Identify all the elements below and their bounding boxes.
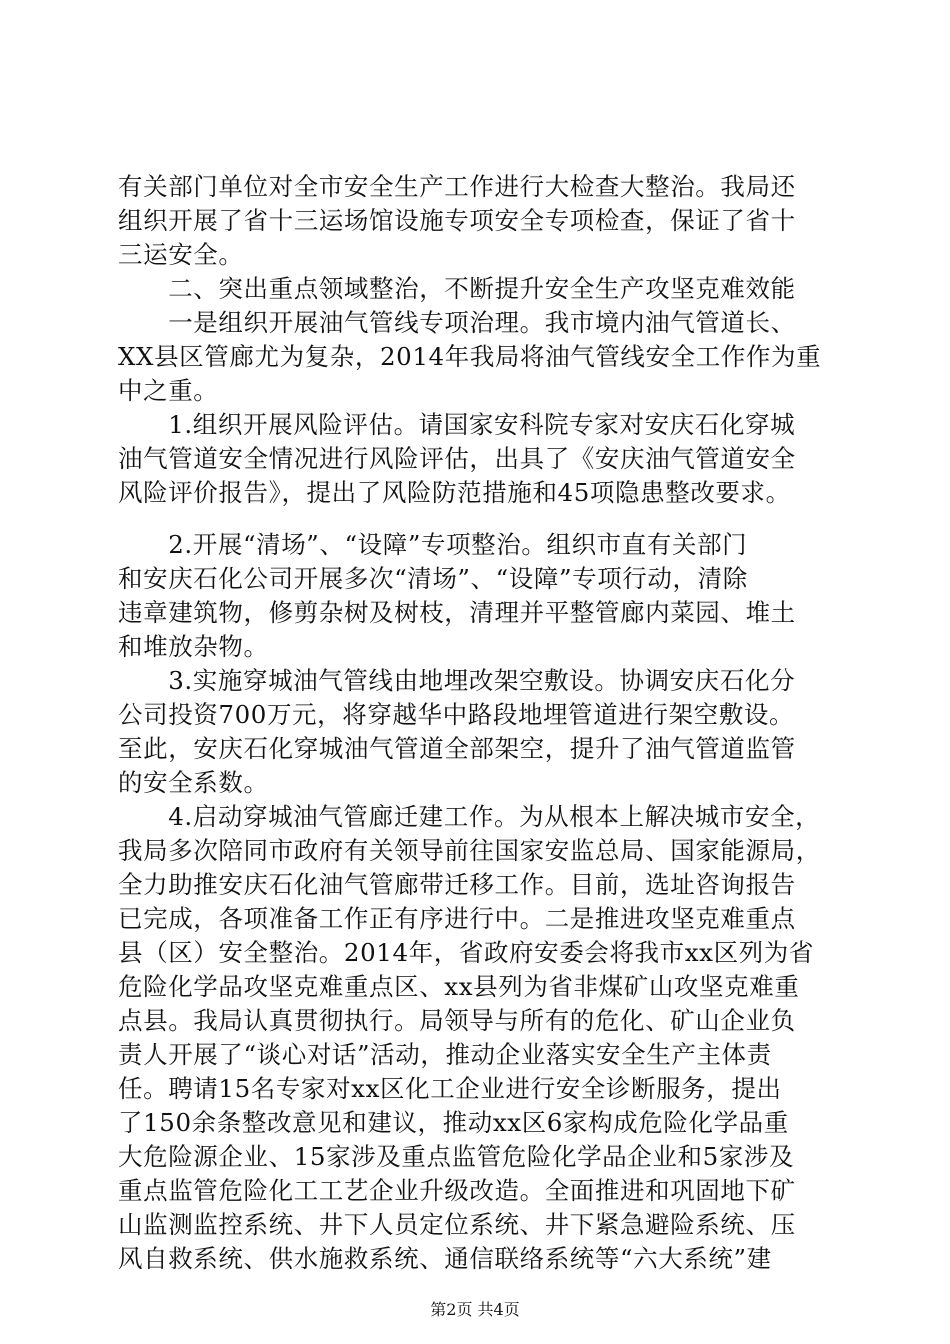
text-line: 危险化学品攻坚克难重点区、xx县列为省非煤矿山攻坚克难重 xyxy=(118,972,800,1001)
text-line: 点县。我局认真贯彻执行。局领导与所有的危化、矿山企业负 xyxy=(118,1006,796,1035)
text-line: 山监测监控系统、井下人员定位系统、井下紧急避险系统、压 xyxy=(118,1210,796,1239)
text-line: 4.启动穿城油气管廊迁建工作。为从根本上解决城市安全， xyxy=(118,802,821,831)
text-line: 三运安全。 xyxy=(118,240,244,269)
text-line: 3.实施穿城油气管线由地埋改架空敷设。协调安庆石化分 xyxy=(118,666,796,695)
text-line: 的安全系数。 xyxy=(118,768,269,797)
text-line: 公司投资700万元，将穿越华中路段地埋管道进行架空敷设。 xyxy=(118,700,795,729)
text-line: 一是组织开展油气管线专项治理。我市境内油气管道长、 xyxy=(118,308,796,337)
text-line: 风险评价报告》，提出了风险防范措施和45项隐患整改要求。 xyxy=(118,478,791,507)
text-line: 了150余条整改意见和建议，推动xx区6家构成危险化学品重 xyxy=(118,1108,789,1137)
text-line: 县（区）安全整治。2014年，省政府安委会将我市xx区列为省 xyxy=(118,938,814,967)
text-line: XX县区管廊尤为复杂，2014年我局将油气管线安全工作作为重 xyxy=(118,342,822,371)
text-line: 1.组织开展风险评估。请国家安科院专家对安庆石化穿城 xyxy=(118,410,796,439)
text-line: 任。聘请15名专家对xx区化工企业进行安全诊断服务，提出 xyxy=(118,1074,782,1103)
text-line: 和安庆石化公司开展多次“清场”、“设障”专项行动，清除 xyxy=(118,564,748,593)
text-line: 全力助推安庆石化油气管廊带迁移工作。目前，选址咨询报告 xyxy=(118,870,796,899)
text-line: 2.开展“清场”、“设障”专项整治。组织市直有关部门 xyxy=(118,530,748,559)
text-line: 至此，安庆石化穿城油气管道全部架空，提升了油气管道监管 xyxy=(118,734,796,763)
text-line: 中之重。 xyxy=(118,376,219,405)
text-line: 和堆放杂物。 xyxy=(118,632,269,661)
page-number-footer: 第2页 共4页 xyxy=(430,1300,520,1319)
text-line: 我局多次陪同市政府有关领导前往国家安监总局、国家能源局， xyxy=(118,836,821,865)
text-line: 油气管道安全情况进行风险评估，出具了《安庆油气管道安全 xyxy=(118,444,796,473)
text-line: 违章建筑物，修剪杂树及树枝，清理并平整管廊内菜园、堆土 xyxy=(118,598,796,627)
section-heading: 二、突出重点领域整治，不断提升安全生产攻坚克难效能 xyxy=(118,274,796,303)
text-line: 责人开展了“谈心对话”活动，推动企业落实安全生产主体责 xyxy=(118,1040,772,1069)
text-line: 已完成，各项准备工作正有序进行中。二是推进攻坚克难重点 xyxy=(118,904,796,933)
text-line: 重点监管危险化工工艺企业升级改造。全面推进和巩固地下矿 xyxy=(118,1176,796,1205)
text-line: 有关部门单位对全市安全生产工作进行大检查大整治。我局还 xyxy=(118,172,796,201)
text-line: 组织开展了省十三运场馆设施专项安全专项检查，保证了省十 xyxy=(118,206,796,235)
text-line: 大危险源企业、15家涉及重点监管危险化学品企业和5家涉及 xyxy=(118,1142,795,1171)
text-line: 风自救系统、供水施救系统、通信联络系统等“六大系统”建 xyxy=(118,1244,772,1273)
